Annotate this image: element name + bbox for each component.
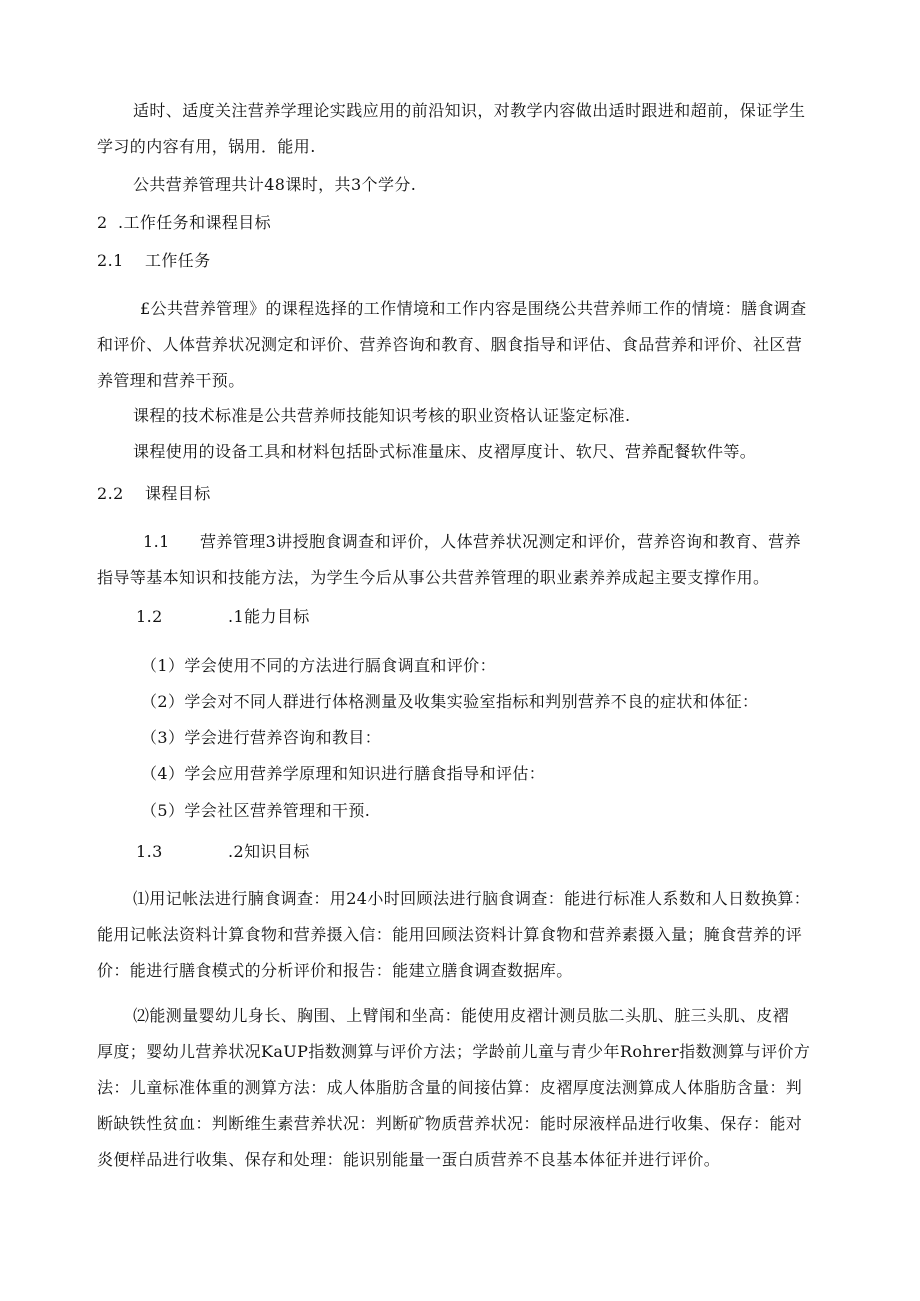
knowledge-2-line-5: 炎便样品进行收集、保存和处理：能识别能量一蛋白质营养不良基本体征并进行评价。 [97,1150,721,1169]
section-2-2-title: 课程目标 [145,484,211,503]
ability-objective-heading [136,606,310,628]
objective-1-1-line-1: 1.1 营养管理3讲授胞食调查和评价，人体营养状况测定和评价，营养咨询和教育、营养 [97,524,801,560]
knowledge-1-line-3: 价：能进行膳食模式的分析评价和报告：能建立膳食调查数据库。 [97,961,573,980]
work-task-line-2: 和评价、人体营养状况测定和评价、营养咨询和教育、胭食指导和评估、食品营养和评价、社区营 [97,335,803,354]
knowledge-2-line-3: 法：儿童标准体重的测算方法：成人体脂肪含量的间接估算：皮褶厚度法测算成人体脂肪含量：判 [97,1078,803,1097]
ability-item-3: （3）学会进行营养咨询和教目： [141,728,382,747]
ability-objective-title: .1能力目标 [228,607,310,626]
work-task-line-1: £公共营养管理》的课程选择的工作情境和工作内容是围绕公共营养师工作的情境：膳食调查 [140,299,807,318]
section-2-heading [97,212,271,234]
intro-hours: 公共营养管理共计48课时，共3个学分. [133,175,417,194]
section-2-2-number: 2.2 [97,484,124,503]
knowledge-1-line-1: ⑴用记帐法进行腩食调查：用24小时回顾法进行脑食调查：能进行标准人系数和人日数换算： [133,889,811,908]
intro-line-2: 学习的内容有用，锅用．能用. [97,137,316,156]
knowledge-2-line-1: ⑵能测量婴幼儿身长、胸围、上臂闱和坐高：能使用皮褶计测员肱二头肌、脏三头肌、皮褶 [133,1006,790,1025]
objective-1-1-paragraph [97,524,801,596]
section-2-1-heading [97,250,211,272]
knowledge-2-line-4: 断缺铁性贫血：判断维生素营养状况：判断矿物质营养状况：能时尿液样品进行收集、保存：能对 [97,1114,803,1133]
knowledge-paragraph-2 [97,998,810,1178]
ability-item-4: （4）学会应用营养学原理和知识进行膳食指导和评估： [141,764,546,783]
knowledge-paragraph-1 [97,881,810,989]
objective-1-2-number: 1.2 [136,607,163,626]
knowledge-objective-heading [136,841,310,863]
objective-1-3-number: 1.3 [136,842,163,861]
knowledge-objective-title: .2知识目标 [228,842,310,861]
knowledge-1-line-2: 能用记帐法资料计算食物和营养摄入信：能用回顾法资料计算食物和营养素摄入量；腌食营养的评 [97,925,803,944]
objective-1-1-line-2: 指导等基本知识和技能方法，为学生今后从事公共营养管理的职业素养养成起主要支撑作用。 [97,568,770,587]
section-2-title: .工作任务和课程目标 [118,213,272,232]
intro-line-1: 适时、适度关注营养学理论实践应用的前沿知识，对教学内容做出适时跟进和超前，保证学生 [133,101,806,120]
objective-1-1-number: 1.1 [143,532,170,551]
equipment-materials: 课程使用的设备工具和材料包括卧式标准量床、皮褶厚度计、软尺、营养配餐软件等。 [133,442,757,461]
work-task-line-3: 养管理和营养干预。 [97,371,245,390]
section-2-number: 2 [97,213,108,232]
technical-standard: 课程的技术标准是公共营养师技能知识考核的职业资格认证鉴定标准. [133,406,631,425]
work-task-paragraph [97,291,807,399]
knowledge-2-line-2: 厚度；婴幼儿营养状况KaUP指数测算与评价方法；学龄前儿童与青少年Rohrer指数测算与评价方 [97,1042,811,1061]
section-2-1-number: 2.1 [97,251,124,270]
section-2-2-heading [97,483,211,505]
ability-item-2: （2）学会对不同人群进行体格测量及收集实验室指标和判别营养不良的症状和体征： [141,692,759,711]
section-2-1-title: 工作任务 [145,251,211,270]
ability-item-5: （5）学会社区营养管理和干预. [141,801,371,820]
ability-item-1: （1）学会使用不同的方法进行膈食调直和评价： [141,656,496,675]
